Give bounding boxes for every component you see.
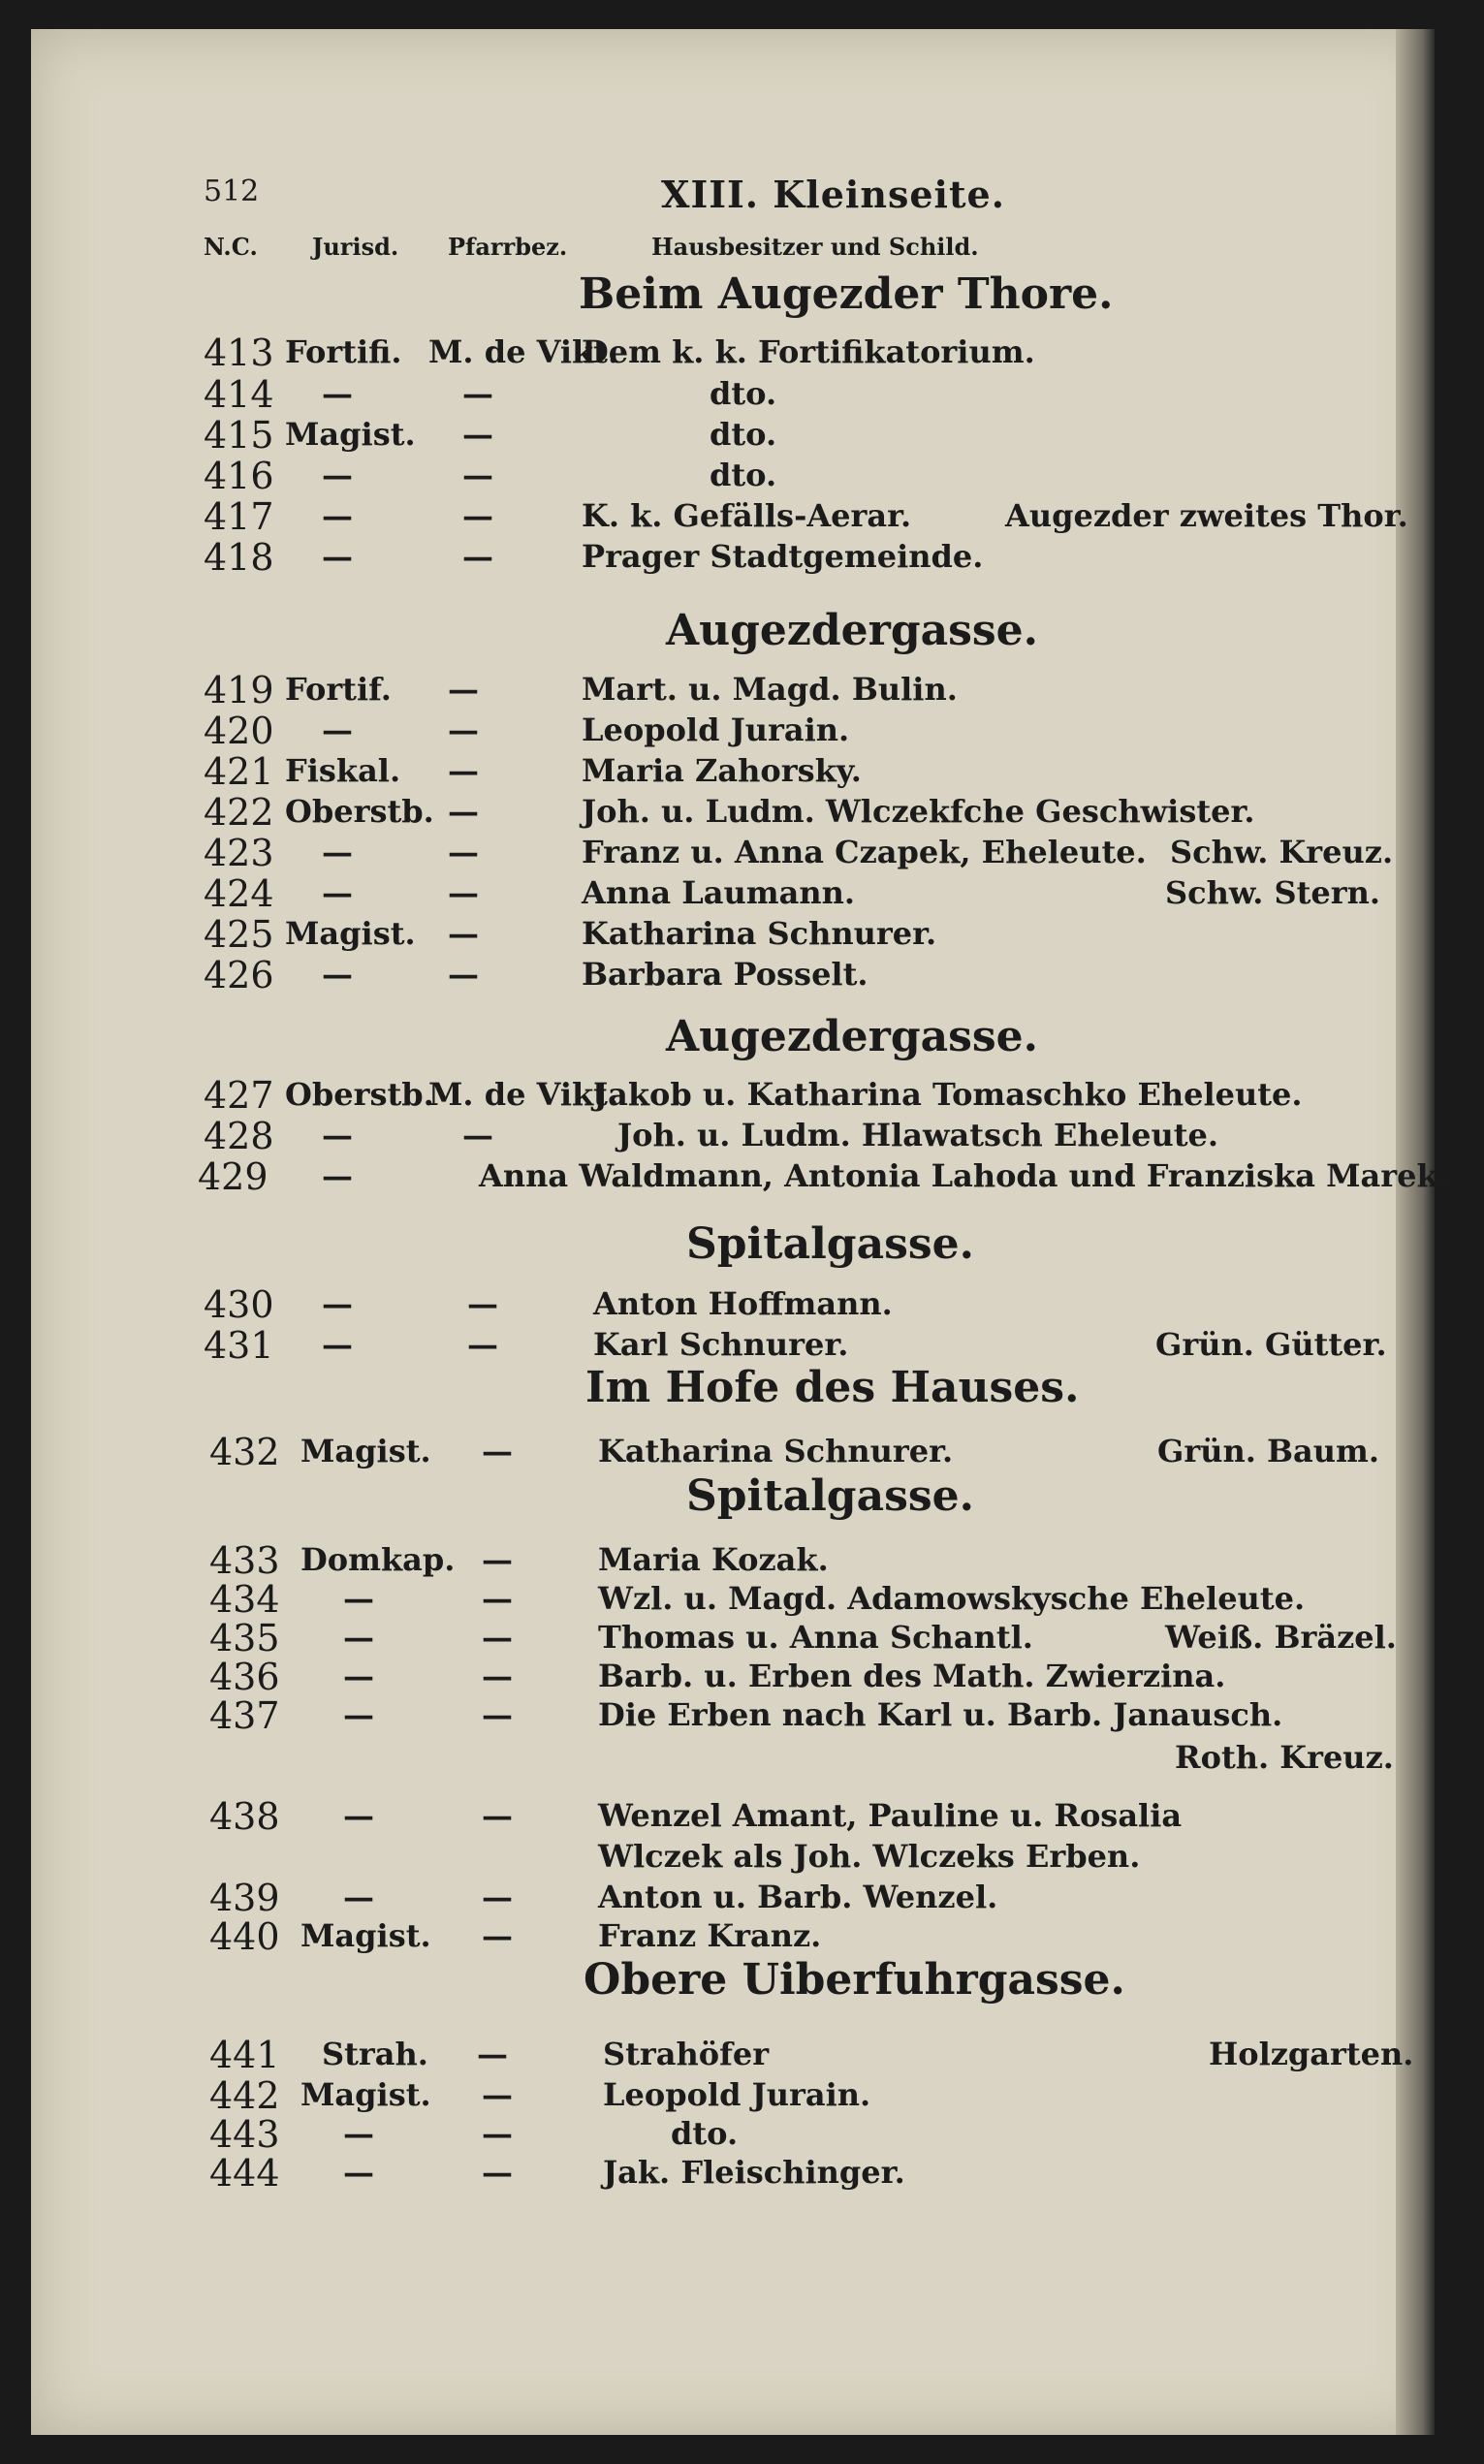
owner: Anton u. Barb. Wenzel. [598, 1879, 998, 1915]
parish: — [482, 1879, 513, 1915]
section-title: Im Hofe des Hauses. [585, 1363, 1080, 1412]
jurisdiction: — [322, 1326, 353, 1363]
parish: M. de Vikt. [428, 1076, 619, 1113]
parish: — [482, 1541, 513, 1578]
parish: — [482, 1619, 513, 1656]
owner: Katharina Schnurer. [582, 915, 937, 952]
owner: Karl Schnurer. [593, 1326, 849, 1363]
house-number: 419 [204, 669, 274, 711]
owner: Anna Waldmann, Antonia Lahoda und Franziska Marek. [479, 1157, 1449, 1194]
owner: Barb. u. Erben des Math. Zwierzina. [598, 1658, 1226, 1694]
parish: — [482, 1580, 513, 1617]
column-header-nc: N.C. [204, 233, 258, 261]
jurisdiction: Magist. [300, 1917, 431, 1954]
jurisdiction: — [343, 1658, 374, 1694]
parish: — [448, 793, 479, 830]
house-number: 430 [204, 1283, 274, 1326]
jurisdiction: — [343, 1696, 374, 1733]
owner: Wenzel Amant, Pauline u. Rosalia [598, 1797, 1183, 1834]
section-title: Spitalgasse. [686, 1219, 974, 1269]
house-sign: Grün. Gütter. [1155, 1326, 1387, 1363]
column-header-jurisd: Jurisd. [312, 233, 399, 261]
parish: — [448, 956, 479, 993]
jurisdiction: Oberstb. [285, 793, 434, 830]
parish: — [462, 1117, 493, 1153]
house-number: 414 [204, 373, 274, 416]
house-number: 443 [209, 2113, 280, 2156]
owner: Jakob u. Katharina Tomaschko Eheleute. [593, 1076, 1303, 1113]
jurisdiction: — [322, 538, 353, 575]
book-spine [1396, 29, 1435, 2435]
house-sign: Grün. Baum. [1157, 1433, 1380, 1469]
jurisdiction: — [322, 375, 353, 412]
house-sign: Augezder zweites Thor. [1005, 497, 1408, 534]
owner: dto. [710, 416, 777, 453]
parish: — [477, 2036, 508, 2072]
house-number: 425 [204, 913, 274, 956]
house-sign: Roth. Kreuz. [1175, 1739, 1394, 1776]
jurisdiction: Fortifi. [285, 333, 402, 370]
owner: K. k. Gefälls-Aerar. [582, 497, 912, 534]
parish: — [467, 1285, 498, 1322]
jurisdiction: — [322, 956, 353, 993]
parish: — [482, 1658, 513, 1694]
house-number: 421 [204, 750, 274, 793]
parish: — [482, 1433, 513, 1469]
jurisdiction: — [343, 1797, 374, 1834]
owner: Anton Hoffmann. [593, 1285, 893, 1322]
house-number: 423 [204, 832, 274, 874]
owner: Prager Stadtgemeinde. [582, 538, 984, 575]
jurisdiction: Magist. [300, 2076, 431, 2113]
jurisdiction: Magist. [300, 1433, 431, 1469]
owner-continued: Wlczek als Joh. Wlczeks Erben. [598, 1838, 1141, 1875]
jurisdiction: Strah. [322, 2036, 428, 2072]
owner: Mart. u. Magd. Bulin. [582, 671, 958, 708]
owner: Barbara Posselt. [582, 956, 868, 993]
jurisdiction: — [343, 2154, 374, 2191]
jurisdiction: — [322, 497, 353, 534]
section-title: Spitalgasse. [686, 1471, 974, 1521]
jurisdiction: Fiskal. [285, 752, 401, 789]
jurisdiction: — [322, 1157, 353, 1194]
house-sign: Schw. Stern. [1165, 874, 1380, 911]
house-number: 424 [204, 872, 274, 915]
house-number: 440 [209, 1915, 280, 1958]
column-header-owner: Hausbesitzer und Schild. [651, 233, 979, 261]
parish: — [462, 497, 493, 534]
house-number: 418 [204, 536, 274, 579]
parish: — [482, 2115, 513, 2152]
house-number: 431 [204, 1324, 274, 1367]
section-title: Augezdergasse. [666, 606, 1038, 655]
house-number: 441 [209, 2034, 280, 2076]
parish: — [467, 1326, 498, 1363]
owner: Franz u. Anna Czapek, Eheleute. [582, 834, 1147, 870]
parish: — [482, 1696, 513, 1733]
house-number: 416 [204, 455, 274, 497]
parish: — [448, 834, 479, 870]
parish: — [448, 671, 479, 708]
jurisdiction: Domkap. [300, 1541, 456, 1578]
jurisdiction: — [322, 834, 353, 870]
owner: Maria Kozak. [598, 1541, 829, 1578]
column-header-pfarrbez: Pfarrbez. [448, 233, 568, 261]
house-number: 426 [204, 954, 274, 996]
owner: dto. [671, 2115, 739, 2152]
page-title: XIII. Kleinseite. [661, 173, 1005, 216]
owner: Thomas u. Anna Schantl. [598, 1619, 1033, 1656]
house-number: 420 [204, 710, 274, 752]
house-number: 442 [209, 2074, 280, 2117]
parish: — [482, 2076, 513, 2113]
owner: dto. [710, 457, 777, 493]
owner: Strahöfer [603, 2036, 770, 2072]
parish: — [482, 1797, 513, 1834]
house-sign: Holzgarten. [1209, 2036, 1414, 2072]
owner: dto. [710, 375, 777, 412]
owner: Leopold Jurain. [582, 711, 850, 748]
jurisdiction: Magist. [285, 416, 416, 453]
house-number: 435 [209, 1617, 280, 1659]
owner: Joh. u. Ludm. Wlczekfche Geschwister. [582, 793, 1255, 830]
house-number: 438 [209, 1795, 280, 1838]
parish: — [462, 457, 493, 493]
owner: Franz Kranz. [598, 1917, 822, 1954]
parish: — [462, 538, 493, 575]
house-number: 427 [204, 1074, 274, 1117]
page-number: 512 [204, 174, 260, 208]
house-number: 437 [209, 1694, 280, 1737]
house-number: 434 [209, 1578, 280, 1621]
owner: Dem k. k. Fortifikatorium. [582, 333, 1035, 370]
house-number: 439 [209, 1877, 280, 1919]
parish: — [448, 711, 479, 748]
house-number: 429 [198, 1155, 268, 1198]
parish: M. de Vikt. [428, 333, 619, 370]
parish: — [448, 915, 479, 952]
jurisdiction: — [322, 457, 353, 493]
section-title: Beim Augezder Thore. [579, 269, 1114, 319]
owner: Maria Zahorsky. [582, 752, 862, 789]
section-title: Augezdergasse. [666, 1012, 1038, 1061]
owner: Jak. Fleischinger. [603, 2154, 905, 2191]
jurisdiction: Fortif. [285, 671, 392, 708]
owner: Leopold Jurain. [603, 2076, 871, 2113]
parish: — [462, 375, 493, 412]
parish: — [482, 1917, 513, 1954]
parish: — [448, 752, 479, 789]
jurisdiction: Oberstb. [285, 1076, 434, 1113]
jurisdiction: — [343, 2115, 374, 2152]
house-sign: Schw. Kreuz. [1170, 834, 1394, 870]
owner: Katharina Schnurer. [598, 1433, 954, 1469]
parish: — [462, 416, 493, 453]
section-title: Obere Uiberfuhrgasse. [584, 1955, 1125, 2005]
parish: — [448, 874, 479, 911]
jurisdiction: Magist. [285, 915, 416, 952]
house-number: 422 [204, 791, 274, 834]
jurisdiction: — [322, 711, 353, 748]
house-number: 432 [209, 1431, 280, 1473]
house-sign: Weiß. Bräzel. [1165, 1619, 1397, 1656]
jurisdiction: — [343, 1580, 374, 1617]
book-page [31, 29, 1449, 2435]
house-number: 413 [204, 332, 274, 374]
jurisdiction: — [322, 874, 353, 911]
parish: — [482, 2154, 513, 2191]
jurisdiction: — [322, 1117, 353, 1153]
owner: Die Erben nach Karl u. Barb. Janausch. [598, 1696, 1283, 1733]
owner: Joh. u. Ludm. Hlawatsch Eheleute. [617, 1117, 1219, 1153]
owner: Wzl. u. Magd. Adamowskysche Eheleute. [598, 1580, 1306, 1617]
house-number: 417 [204, 495, 274, 538]
owner: Anna Laumann. [582, 874, 855, 911]
house-number: 433 [209, 1539, 280, 1582]
house-number: 415 [204, 414, 274, 457]
jurisdiction: — [343, 1619, 374, 1656]
jurisdiction: — [322, 1285, 353, 1322]
house-number: 436 [209, 1656, 280, 1698]
house-number: 428 [204, 1115, 274, 1157]
jurisdiction: — [343, 1879, 374, 1915]
house-number: 444 [209, 2152, 280, 2195]
